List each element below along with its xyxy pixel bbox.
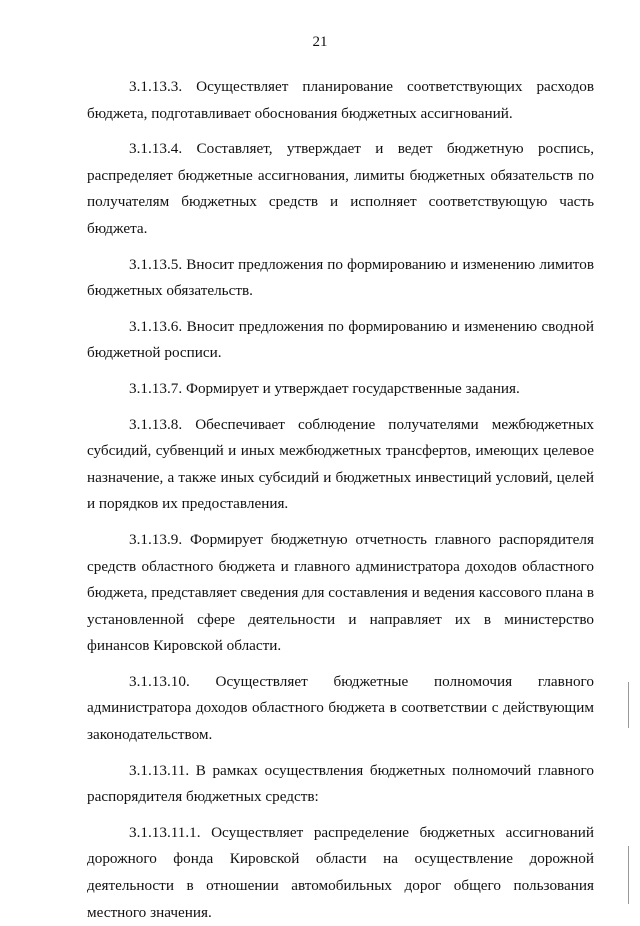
paragraph-3-1-13-3: 3.1.13.3. Осуществляет планирование соответствующих расходов бюджета, подготавливает обоснования бюджетных ассигнований.	[87, 78, 594, 122]
page-number: 21	[312, 34, 328, 50]
paragraph-3-1-13-7: 3.1.13.7. Формирует и утверждает государственные задания.	[129, 379, 520, 397]
paragraph-3-1-13-8: 3.1.13.8. Обеспечивает соблюдение получателями межбюджетных субсидий, субвенций и иных межбюджетных трансфертов, имеющих целевое назначение, а также иных субсидий и бюджетных инвестиций условий, целей и порядков их предоставления.	[87, 415, 594, 513]
paragraph-3-1-13-9: 3.1.13.9. Формирует бюджетную отчетность главного распорядителя средств областного бюджета и главного администратора доходов областного бюджета, представляет сведения для составления и ведения кассового плана в установленной сфере деятельности и направляет их в министерство финансов Кировской области.	[87, 530, 594, 655]
paragraph-3-1-13-6: 3.1.13.6. Вносит предложения по формированию и изменению сводной бюджетной росписи.	[87, 317, 594, 362]
scan-edge-mark	[628, 682, 629, 728]
paragraph-3-1-13-10: 3.1.13.10. Осуществляет бюджетные полномочия главного администратора доходов областного бюджета в соответствии с действующим законодательством.	[87, 672, 594, 744]
scan-edge-mark-lower	[628, 846, 629, 904]
paragraph-3-1-13-11: 3.1.13.11. В рамках осуществления бюджетных полномочий главного распорядителя бюджетных средств:	[87, 761, 594, 806]
paragraph-3-1-13-5: 3.1.13.5. Вносит предложения по формированию и изменению лимитов бюджетных обязательств.	[87, 255, 594, 300]
paragraph-3-1-13-11-1: 3.1.13.11.1. Осуществляет распределение бюджетных ассигнований дорожного фонда Кировской области на осуществление дорожной деятельности в отношении автомобильных дорог общего пользования местного значения.	[87, 823, 594, 921]
document-body	[87, 74, 594, 926]
paragraph-3-1-13-4: 3.1.13.4. Составляет, утверждает и ведет бюджетную роспись, распределяет бюджетные ассигнования, лимиты бюджетных обязательств по получателям бюджетных средств и исполняет соответствующую часть бюджета.	[87, 140, 594, 237]
